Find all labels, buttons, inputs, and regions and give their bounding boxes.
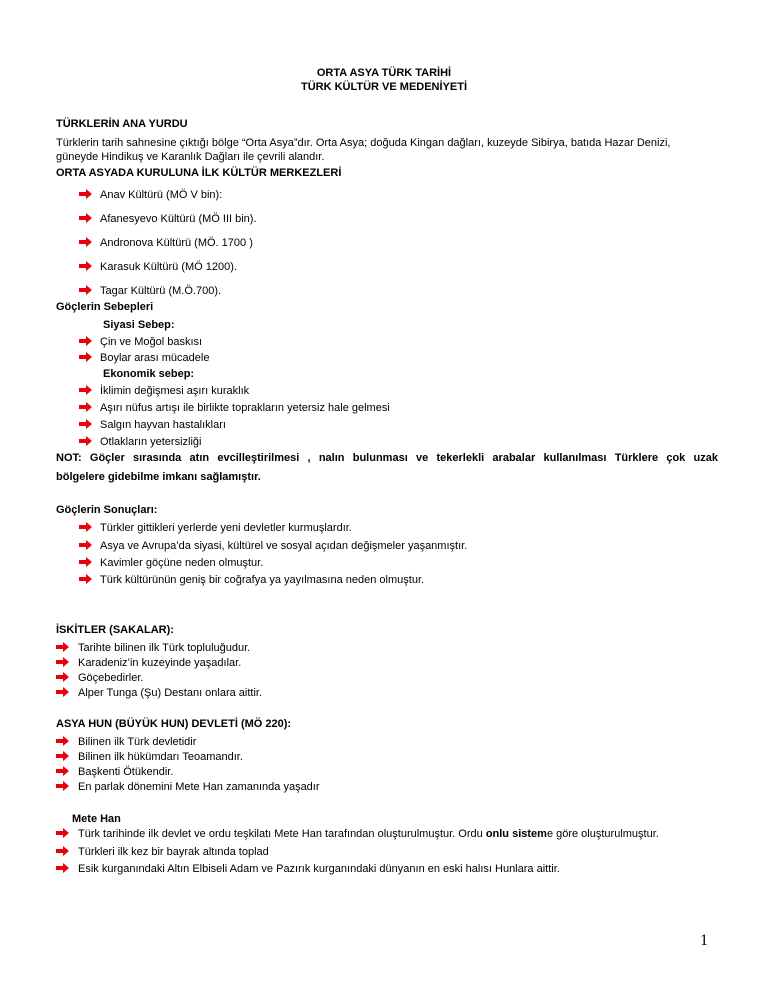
list-item: Otlakların yetersizliği xyxy=(100,436,202,448)
list-item: Anav Kültürü (MÖ V bin): xyxy=(100,189,223,201)
list-item: Karasuk Kültürü (MÖ 1200). xyxy=(100,261,237,273)
arrow-bullet-icon xyxy=(79,261,92,271)
arrow-bullet-icon xyxy=(56,766,69,776)
doc-subtitle: TÜRK KÜLTÜR VE MEDENİYETİ xyxy=(300,81,468,93)
list-item: En parlak dönemini Mete Han zamanında yaşadır xyxy=(78,781,320,793)
paragraph-line: Türklerin tarih sahnesine çıktığı bölge “Orta Asya”dır. Orta Asya; doğuda Kingan dağları, kuzeyde Sibirya, batıda Hazar Denizi, xyxy=(56,137,671,149)
list-item: Asya ve Avrupa’da siyasi, kültürel ve sosyal açıdan değişmeler yaşanmıştır. xyxy=(100,540,468,552)
arrow-bullet-icon xyxy=(56,863,69,873)
arrow-bullet-icon xyxy=(79,336,92,346)
arrow-bullet-icon xyxy=(56,672,69,682)
section-heading-migration-reasons: Göçlerin Sebepleri xyxy=(56,301,154,313)
arrow-bullet-icon xyxy=(79,285,92,295)
section-heading-cultures: ORTA ASYADA KURULUNA İLK KÜLTÜR MERKEZLERİ xyxy=(56,167,342,179)
page-number: 1 xyxy=(700,932,708,949)
note-line: bölgelere gidebilme imkanı sağlamıştır. xyxy=(56,471,261,483)
paragraph-line: güneyde Hindikuş ve Karanlık Dağları ile çevrili alandır. xyxy=(56,151,325,163)
list-item: Alper Tunga (Şu) Destanı onlara aittir. xyxy=(78,687,263,699)
list-item: Türkler gittikleri yerlerde yeni devletler kurmuşlardır. xyxy=(100,522,352,534)
list-item: Andronova Kültürü (MÖ. 1700 ) xyxy=(100,237,253,249)
arrow-bullet-icon xyxy=(56,846,69,856)
list-item-text: Türk tarihinde ilk devlet ve ordu teşkilatı Mete Han tarafından oluşturulmuştur. Ordu xyxy=(78,828,486,840)
subheading-political: Siyasi Sebep: xyxy=(103,319,175,331)
section-heading-migration-results: Göçlerin Sonuçları: xyxy=(56,504,158,516)
arrow-bullet-icon xyxy=(79,237,92,247)
list-item: Bilinen ilk Türk devletidir xyxy=(78,736,197,748)
doc-title: ORTA ASYA TÜRK TARİHİ xyxy=(316,67,452,79)
arrow-bullet-icon xyxy=(56,751,69,761)
arrow-bullet-icon xyxy=(79,402,92,412)
arrow-bullet-icon xyxy=(56,781,69,791)
subheading-economic: Ekonomik sebep: xyxy=(103,368,195,380)
list-item: İklimin değişmesi aşırı kuraklık xyxy=(100,385,250,397)
list-item: Bilinen ilk hükümdarı Teoamandır. xyxy=(78,751,243,763)
list-item: Göçebedirler. xyxy=(78,672,144,684)
arrow-bullet-icon xyxy=(56,657,69,667)
arrow-bullet-icon xyxy=(79,574,92,584)
arrow-bullet-icon xyxy=(56,828,69,838)
arrow-bullet-icon xyxy=(56,736,69,746)
arrow-bullet-icon xyxy=(79,419,92,429)
arrow-bullet-icon xyxy=(56,642,69,652)
list-item: Salgın hayvan hastalıkları xyxy=(100,419,226,431)
list-item: Tagar Kültürü (M.Ö.700). xyxy=(100,285,222,297)
arrow-bullet-icon xyxy=(79,213,92,223)
arrow-bullet-icon xyxy=(79,557,92,567)
list-item: Afanesyevo Kültürü (MÖ III bin). xyxy=(100,213,257,225)
note-line: NOT: Göçler sırasında atın evcilleştirilmesi , nalın bulunması ve tekerlekli arabalar kullanılması Türklere çok uzak xyxy=(56,452,718,464)
list-item: Aşırı nüfus artışı ile birlikte toprakların yetersiz hale gelmesi xyxy=(100,402,390,414)
section-heading-scythians: İSKİTLER (SAKALAR): xyxy=(56,624,174,636)
emphasis-text: onlu sistem xyxy=(485,828,547,840)
list-item-text: e göre oluşturulmuştur. xyxy=(546,828,659,840)
section-heading-huns: ASYA HUN (BÜYÜK HUN) DEVLETİ (MÖ 220): xyxy=(56,718,292,730)
arrow-bullet-icon xyxy=(79,352,92,362)
arrow-bullet-icon xyxy=(79,385,92,395)
list-item: Çin ve Moğol baskısı xyxy=(100,336,203,348)
arrow-bullet-icon xyxy=(79,189,92,199)
section-heading-mete-han: Mete Han xyxy=(72,813,121,825)
arrow-bullet-icon xyxy=(56,687,69,697)
list-item: Esik kurganındaki Altın Elbiseli Adam ve Pazırık kurganındaki dünyanın en eski halısı Hunlara aittir. xyxy=(78,863,560,875)
arrow-bullet-icon xyxy=(79,540,92,550)
list-item: Karadeniz’in kuzeyinde yaşadılar. xyxy=(78,657,242,669)
list-item xyxy=(78,827,659,841)
list-item: Türk kültürünün geniş bir coğrafya ya yayılmasına neden olmuştur. xyxy=(100,574,425,586)
list-item: Boylar arası mücadele xyxy=(100,352,210,364)
arrow-bullet-icon xyxy=(79,522,92,532)
section-heading-homeland: TÜRKLERİN ANA YURDU xyxy=(56,118,188,130)
arrow-bullet-icon xyxy=(79,436,92,446)
list-item: Kavimler göçüne neden olmuştur. xyxy=(100,557,264,569)
list-item: Türkleri ilk kez bir bayrak altında toplad xyxy=(78,846,269,858)
list-item: Tarihte bilinen ilk Türk topluluğudur. xyxy=(78,642,251,654)
list-item: Başkenti Ötükendir. xyxy=(78,766,174,778)
